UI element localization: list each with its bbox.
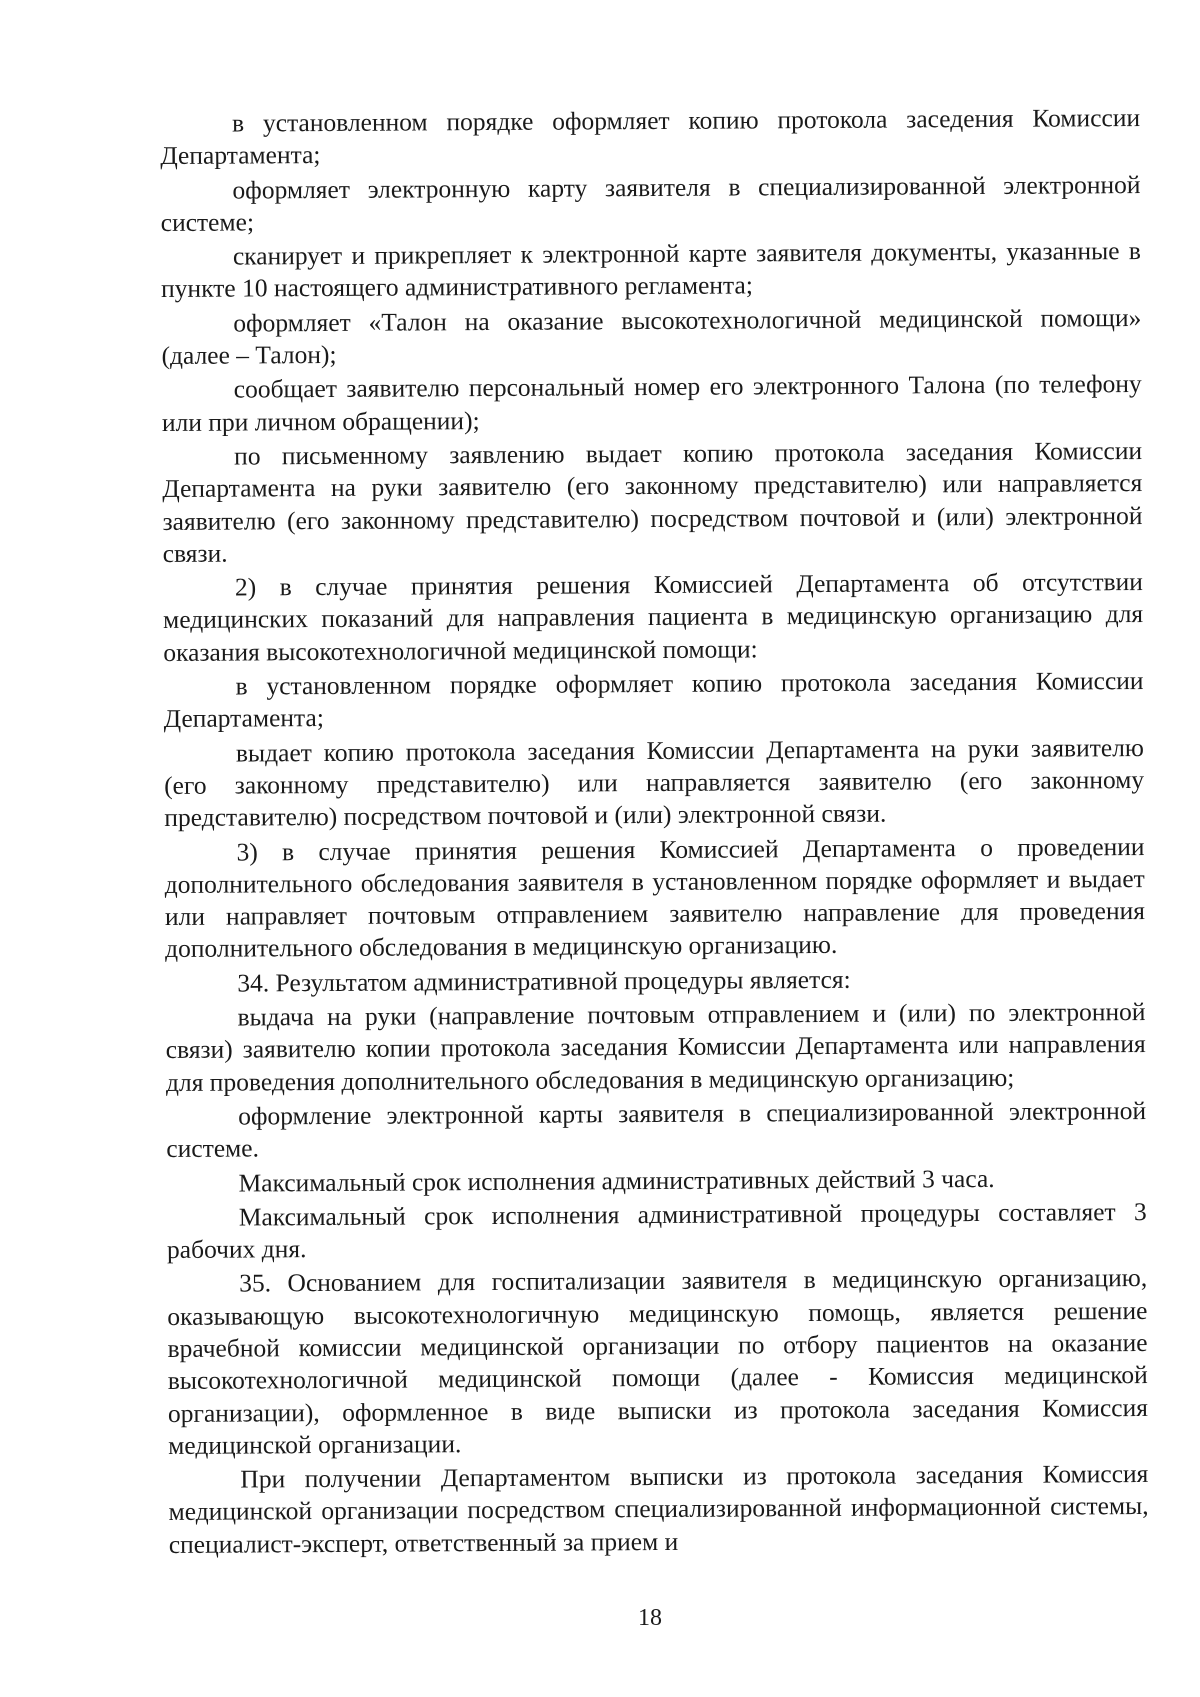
paragraph: в установленном порядке оформляет копию протокола заседания Комиссии Департамента; [163,666,1144,734]
paragraph: сканирует и прикрепляет к электронной карте заявителя документы, указанные в пункте 10 настоящего административного регламента; [161,236,1141,304]
paragraph: выдает копию протокола заседания Комиссии Департамента на руки заявителю (его законному представителю) или направляется заявителю (его законному представителю) посредством почтовой и (или) электронной связи. [164,732,1145,833]
paragraph: по письменному заявлению выдает копию протокола заседания Комиссии Департамента на руки заявителю (его законному представителю) или направляется заявителю (его законному представителю) посредством почтовой и (или) электронной связи. [162,435,1143,568]
page-number: 18 [638,1605,662,1631]
paragraph: в установленном порядке оформляет копию протокола заседения Комиссии Департамента; [160,103,1141,171]
paragraph: оформляет «Талон на оказание высокотехнологичной медицинской помощи» (далее – Талон); [161,302,1142,371]
paragraph: При получении Департаментом выписки из протокола заседания Комиссия медицинской организации посредством специализированной информационной системы, специалист-эксперт, ответственный за прием и [168,1459,1149,1559]
paragraph: оформляет электронную карту заявителя в специализированной электронной системе; [160,169,1141,237]
paragraph: Максимальный срок исполнения административной процедуры составляет 3 рабочих дня. [166,1196,1147,1265]
paragraph: 3) в случае принятия решения Комиссией Департамента о проведении дополнительного обследования заявителя в установленном порядке оформляет и выдает или направляет почтовым отправлением заявителю направление для проведения дополнительного обследования в медицинскую организацию. [164,831,1146,964]
document-body [160,102,1149,1561]
paragraph: сообщает заявителю персональный номер его электронного Талона (по телефону или при личном обращении); [161,369,1142,437]
paragraph: 35. Основанием для госпитализации заявителя в медицинскую организацию, оказывающую высокотехнологичную медицинскую помощь, является решение врачебной комиссии медицинской организации по отбору пациентов на оказание высокотехнологичной медицинской помощи (далее - Комиссия медицинской организации), оформленное в виде выписки из протокола заседания Комиссия медицинской организации. [167,1263,1149,1460]
paragraph: 2) в случае принятия решения Комиссией Департамента об отсутствии медицинских показаний для направления пациента в медицинскую организацию для оказания высокотехнологичной медицинской помощи: [163,567,1144,667]
paragraph: Максимальный срок исполнения административных действий 3 часа. [238,1163,995,1198]
paragraph: 34. Результатом административной процедуры является: [237,964,851,998]
paragraph: выдача на руки (направление почтовым отправлением и (или) по электронной связи) заявителю копии протокола заседания Комиссии Департамента или направления для проведения дополнительного обследования в медицинскую организацию; [165,997,1146,1097]
paragraph: оформление электронной карты заявителя в специализированной электронной системе. [166,1095,1147,1164]
